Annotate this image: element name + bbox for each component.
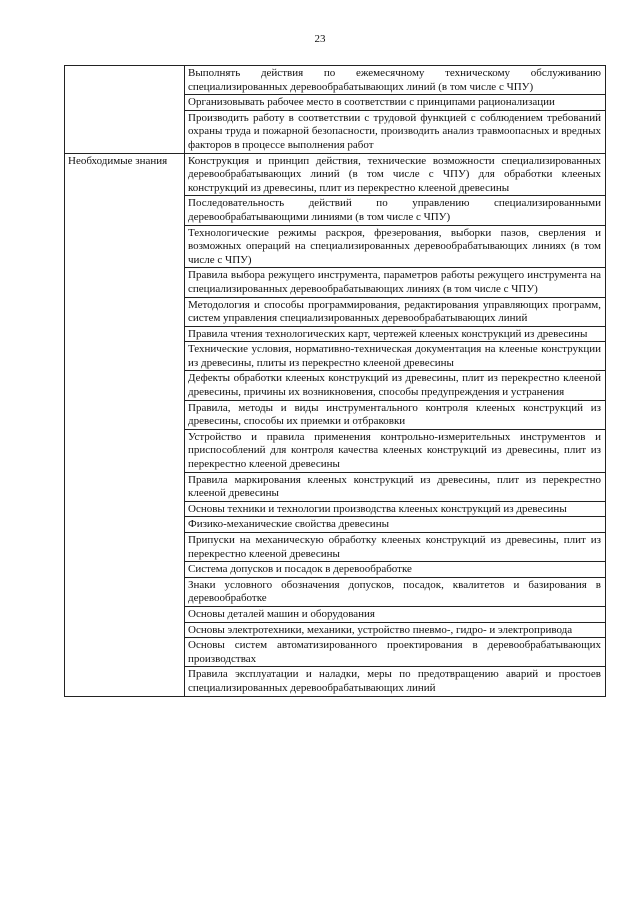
table-cell: Выполнять действия по ежемесячному техническому обслуживанию специализированных деревообрабатывающих линий (в том числе с ЧПУ)	[185, 66, 606, 95]
table-cell: Физико-механические свойства древесины	[185, 517, 606, 533]
row-label-empty	[65, 66, 185, 154]
table-cell: Правила выбора режущего инструмента, параметров работы режущего инструмента на специализированных деревообрабатывающих линиях (в том числе с ЧПУ)	[185, 268, 606, 297]
table-cell: Технологические режимы раскроя, фрезерования, выборки пазов, сверления и возможных операций на специализированных деревообрабатывающих линиях (в том числе с ЧПУ)	[185, 225, 606, 268]
table-cell: Правила маркирования клееных конструкций из древесины, плит из перекрестно клееной древесины	[185, 472, 606, 501]
requirements-table	[64, 65, 606, 697]
table-cell: Методология и способы программирования, редактирования управляющих программ, систем управления специализированных деревообрабатывающих линий	[185, 297, 606, 326]
table-cell: Основы техники и технологии производства клееных конструкций из древесины	[185, 501, 606, 517]
knowledge-label: Необходимые знания	[65, 153, 185, 696]
table-row	[65, 153, 606, 196]
table-cell: Последовательность действий по управлению специализированными деревообрабатывающими линиями (в том числе с ЧПУ)	[185, 196, 606, 225]
table-cell: Система допусков и посадок в деревообработке	[185, 562, 606, 578]
table-cell: Технические условия, нормативно-техническая документация на клееные конструкции из древесины, плиты из перекрестно клееной древесины	[185, 342, 606, 371]
table-cell: Правила эксплуатации и наладки, меры по предотвращению аварий и простоев специализированных деревообрабатывающих линий	[185, 667, 606, 696]
table-cell: Припуски на механическую обработку клееных конструкций из древесины, плит из перекрестно клееной древесины	[185, 533, 606, 562]
table-cell: Правила чтения технологических карт, чертежей клееных конструкций из древесины	[185, 326, 606, 342]
table-cell: Дефекты обработки клееных конструкций из древесины, плит из перекрестно клееной древесины, причины их возникновения, способы предупреждения и устранения	[185, 371, 606, 400]
table-cell: Знаки условного обозначения допусков, посадок, квалитетов и базирования в деревообработке	[185, 577, 606, 606]
page-number: 23	[314, 33, 326, 45]
table-cell: Основы систем автоматизированного проектирования в деревообрабатывающих производствах	[185, 638, 606, 667]
table-cell: Устройство и правила применения контрольно-измерительных инструментов и приспособлений для контроля качества клееных конструкций из древесины, плит из перекрестно клееной древесины	[185, 429, 606, 472]
table-cell: Производить работу в соответствии с трудовой функцией с соблюдением требований охраны труда и пожарной безопасности, производить анализ травмоопасных и вредных факторов в процессе выполнения работ	[185, 110, 606, 153]
table-cell: Конструкция и принцип действия, технические возможности специализированных деревообрабатывающих линий (в том числе с ЧПУ) для обработки клееных конструкций из древесины, плит из перекрестно клееной древесины	[185, 153, 606, 196]
table-row	[65, 66, 606, 95]
table-cell: Организовывать рабочее место в соответствии с принципами рационализации	[185, 95, 606, 111]
table-cell: Основы электротехники, механики, устройство пневмо-, гидро- и электропривода	[185, 622, 606, 638]
table-cell: Правила, методы и виды инструментального контроля клееных конструкций из древесины, способы их приемки и отбраковки	[185, 400, 606, 429]
table-cell: Основы деталей машин и оборудования	[185, 606, 606, 622]
